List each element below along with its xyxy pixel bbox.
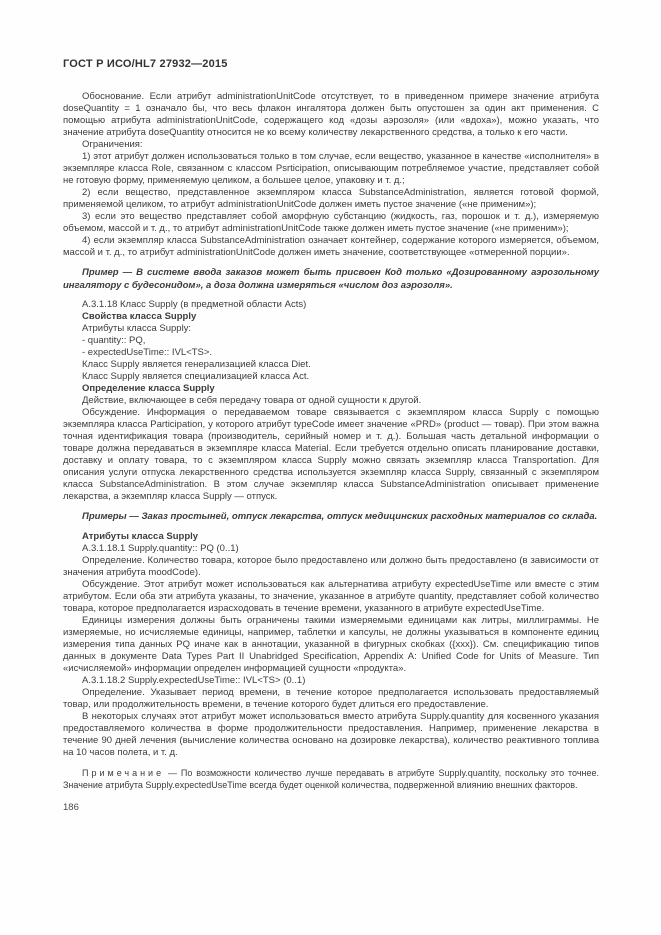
paragraph-quantity-definition: Определение. Количество товара, которое было предоставлено или должно быть предоставлено (в зависимости от значения атрибута moodCode).: [63, 554, 599, 578]
subheading-supply-definition: Определение класса Supply: [82, 383, 215, 394]
restriction-item-2: 2) если вещество, представленное экземпляром класса SubstanceAdministration, является готовой формой, применяемой целиком, то атрибут administrationUnitCode должен иметь пустое значение («не применим»);: [63, 187, 599, 210]
note-label: Примечание: [82, 767, 165, 778]
line-attribute-expectedusetime-signature: А.3.1.18.2 Supply.expectedUseTime:: IVL<TS> (0..1): [82, 674, 306, 686]
section-heading-supply-class: А.3.1.18 Класс Supply (в предметной области Acts): [82, 299, 307, 310]
restriction-item-3: 3) если это вещество представляет собой аморфную субстанцию (жидкость, газ, порошок и т. д.), измеряемую объемом, массой и т. д., то атрибут administrationUnitCode также должен иметь пустое значение («не применим»);: [63, 211, 599, 234]
paragraph-rationale: Обоснование. Если атрибут administrationUnitCode отсутствует, то в приведенном примере значение атрибута doseQuantity = 1 означало бы, что весь флакон ингалятора должен быть опустошен за один акт применения. С помощью атрибута administrationUnitCode, содержащего код «дозы аэрозоля» (или «вдоха»), можно указать, что значение атрибута doseQuantity относится не ко всему количеству лекарственного средства, а только к его части.: [63, 91, 599, 138]
subheading-supply-attributes: Атрибуты класса Supply: [82, 530, 199, 542]
line-supply-definition-text: Действие, включающее в себя передачу товара от одной сущности к другой.: [82, 395, 422, 406]
line-supply-attributes-intro: Атрибуты класса Supply:: [82, 323, 192, 334]
paragraph-expectedusetime-definition: Определение. Указывает период времени, в течение которое предполагается использовать предоставляемый товар, или продолжительность времени, в течение которого будет длиться его предоставление.: [63, 686, 599, 710]
line-generalization-diet: Класс Supply является генерализацией класса Diet.: [82, 359, 311, 370]
page-number: 186: [63, 801, 79, 813]
line-restrictions-label: Ограничения:: [82, 139, 143, 150]
note-text: — По возможности количество лучше передавать в атрибуте Supply.quantity, поскольку это точнее. Значение атрибута Supply.expectedUseTime всегда будет оценкой количества, подверженной влиянию внешних факторов.: [63, 767, 599, 790]
example-block-2: Примеры — Заказ простыней, отпуск лекарства, отпуск медицинских расходных материалов со склада.: [82, 511, 598, 522]
paragraph-quantity-units: Единицы измерения должны быть ограничены такими измеряемыми единицами как литры, миллиграммы. Не измеряемые, но исчисляемые единицы, например, таблетки и капсулы, не должны указываться в компоненте единиц измерения типа данных PQ иначе как в аннотации, указанной в фигурных скобках ({xxx}). См. спецификацию типов данных в документе Data Types Part II Unabridged Specification, Appendix A: Unified Code for Units of Measure. Тип «исчисляемой» информации определен информацией сущности «продукта».: [63, 614, 599, 674]
attribute-item-expectedusetime: - expectedUseTime:: IVL<TS>.: [82, 347, 213, 358]
note-block: [63, 767, 599, 791]
subheading-supply-properties: Свойства класса Supply: [82, 311, 197, 322]
example-block-1: Пример — В системе ввода заказов может быть присвоен Код только «Дозированному аэрозольному ингалятору с будесонидом», а доза должна измеряться «числом доз аэрозоля».: [63, 267, 599, 291]
paragraph-supply-discussion: Обсуждение. Информация о передаваемом товаре связывается с экземпляром класса Supply с помощью экземпляра класса Participation, у которого атрибут typeCode имеет значение «PRD» (product — товар). При этом важна точная идентификация товара (производитель, серийный номер и т. д.). Большая часть детальной информации о товаре должна передаваться в экземпляре класса Material. Если требуется отдельно описать планирование доставки, доставку и оплату товара, то с экземпляром класса Supply можно связать экземпляр класса Transportation. Для описания услуги отпуска лекарственного средства используется экземпляр класса Supply, связанный с экземпляром класса SubstanceAdministration. В этом случае экземпляр класса SubstanceAdministration описывает применение лекарства, а экземпляр класса Supply — отпуск.: [63, 407, 599, 502]
restriction-item-4: 4) если экземпляр класса SubstanceAdministration означает контейнер, содержание которого измеряется, объемом, массой и т. д., то атрибут administrationUnitCode должен иметь значение, соответствующее «отмеренной порции».: [63, 235, 599, 258]
paragraph-expectedusetime-usage: В некоторых случаях этот атрибут может использоваться вместо атрибута Supply.quantity для косвенного указания предоставляемого количества в форме продолжительности предоставления. Например, применение лекарства в течение 90 дней лечения (вычисление количества основано на дозировке лекарства), количество реактивного топлива на 10 часов полета, и т. д.: [63, 710, 599, 758]
restriction-item-1: 1) этот атрибут должен использоваться только в том случае, если вещество, указанное в качестве «исполнителя» в экземпляре класса Role, связанном с классом Psrticipation, описывающим потребляемое участие, представляет собой не готовую форму, применяемую целиком, а большее целое, упаковку и т. д.;: [63, 151, 599, 186]
paragraph-quantity-discussion: Обсуждение. Этот атрибут может использоваться как альтернатива атрибуту expectedUseTime или вместе с этим атрибутом. Если оба эти атрибута указаны, то значение, указанное в атрибуте quantity, представляет собой количество товара, которое предполагается израсходовать в течение времени, указанного в атрибуте expectedUseTime.: [63, 578, 599, 614]
document-header: ГОСТ Р ИСО/HL7 27932—2015: [63, 58, 228, 70]
line-attribute-quantity-signature: А.3.1.18.1 Supply.quantity:: PQ (0..1): [82, 542, 239, 554]
line-specialization-act: Класс Supply является специализацией класса Act.: [82, 371, 310, 382]
attribute-item-quantity: - quantity:: PQ,: [82, 335, 146, 346]
